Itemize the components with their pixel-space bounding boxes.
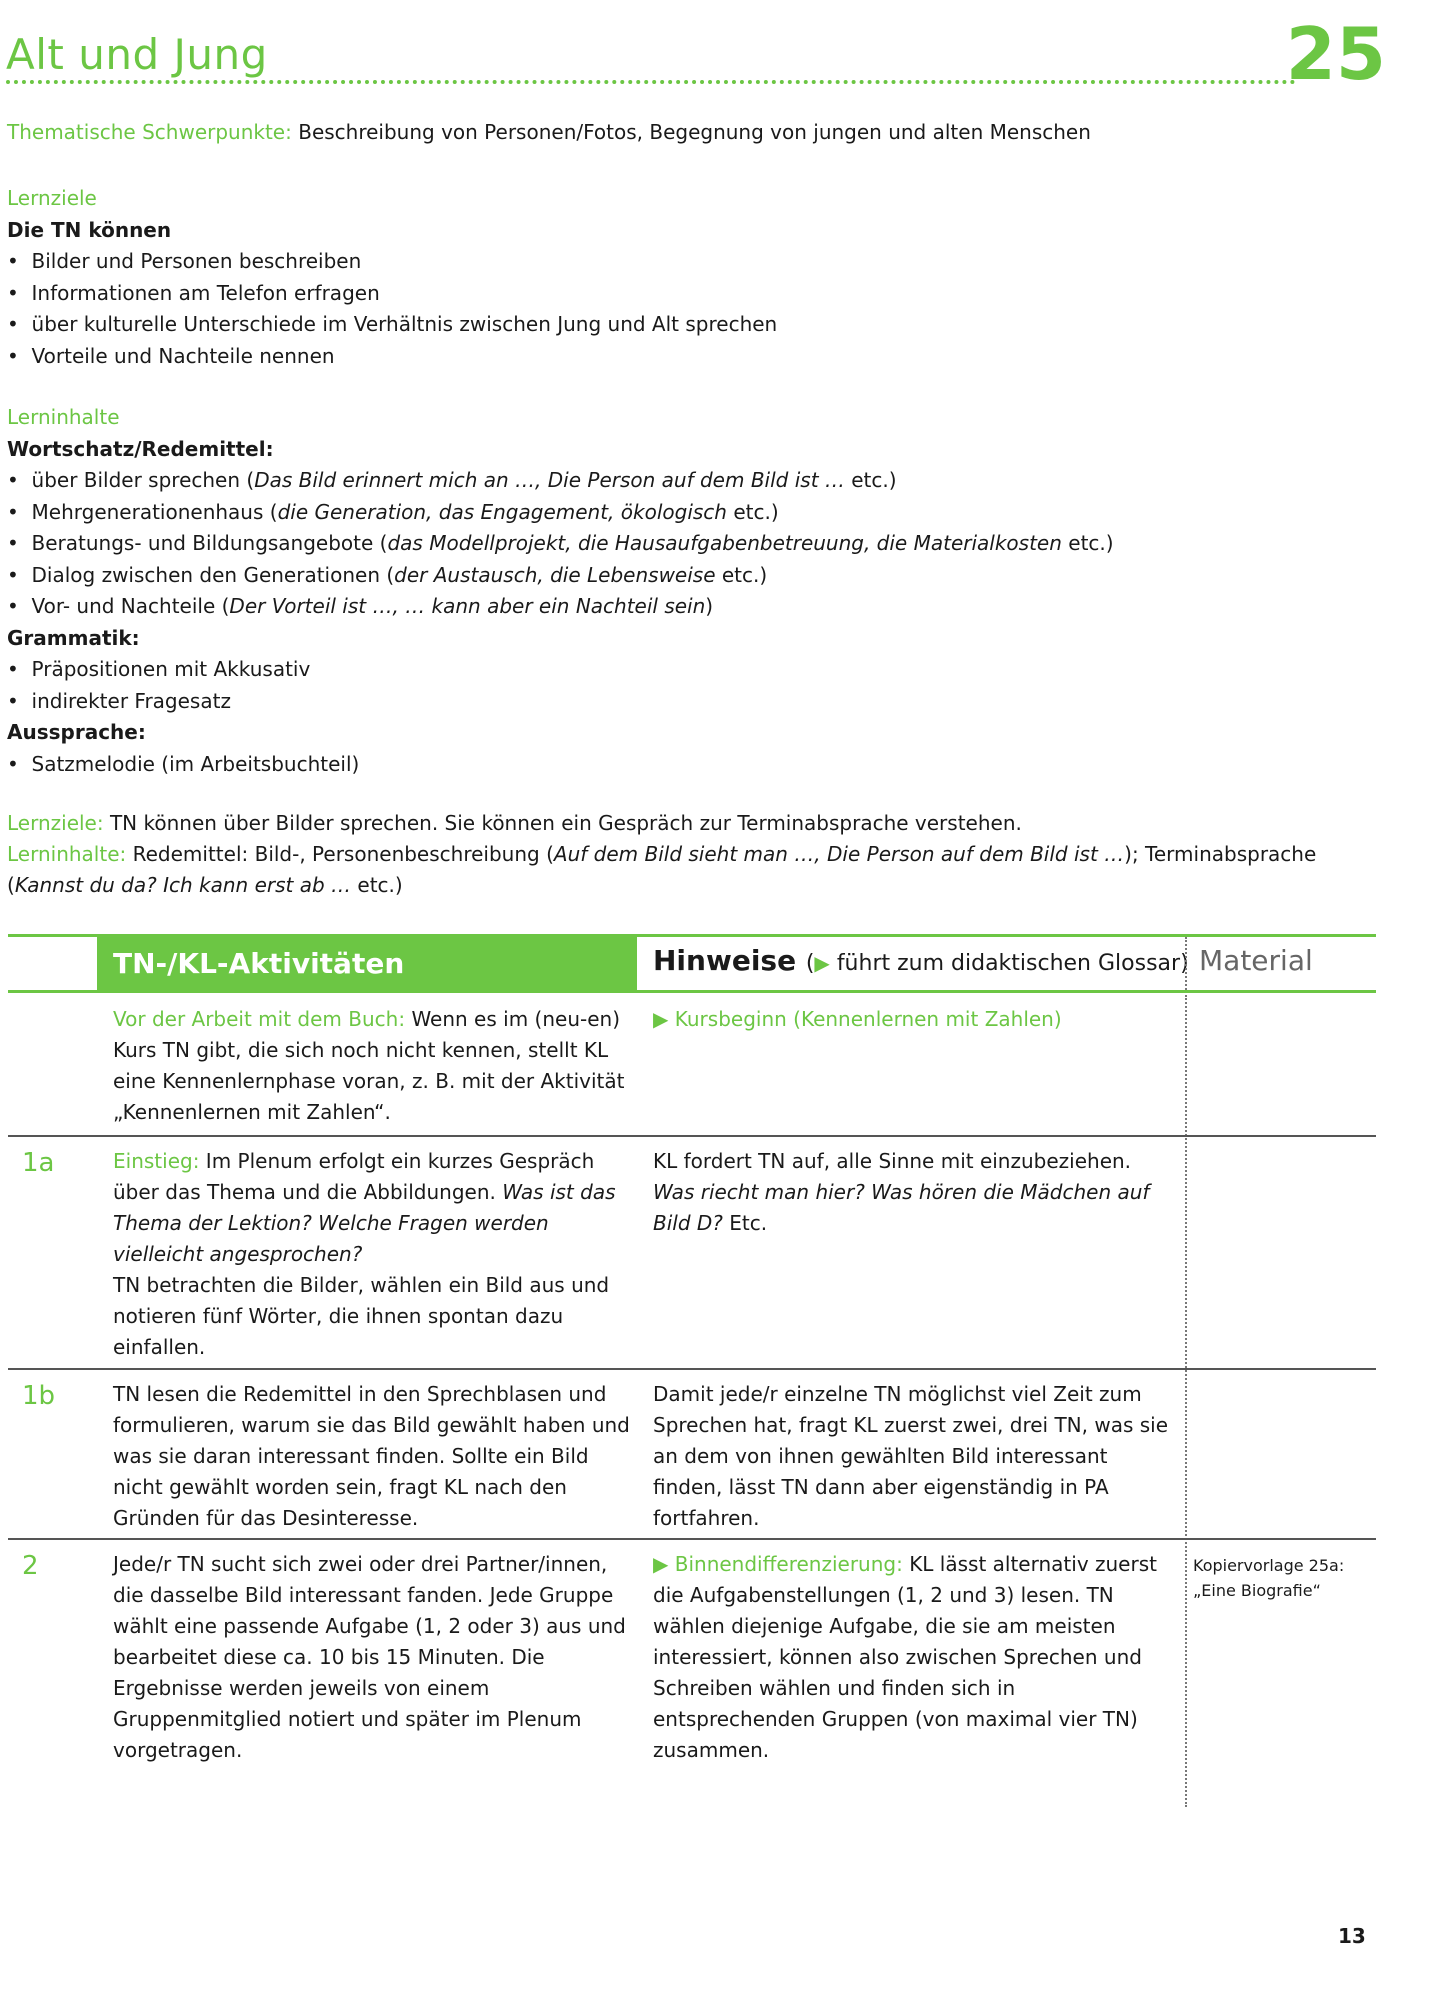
page-number: 13 [1338, 1924, 1366, 1948]
col-header-activities: TN-/KL-Aktivitäten [97, 937, 637, 990]
thematic-label: Thematische Schwerpunkte: [7, 120, 292, 144]
wortschatz-item: • Vor- und Nachteile (Der Vorteil ist …, … kann aber ein Nachteil sein) [7, 591, 1114, 623]
row-divider [8, 1135, 1376, 1137]
column-divider [1185, 995, 1187, 1807]
triangle-icon: ▶ [653, 1007, 669, 1031]
summary-lerninhalte: Lerninhalte: Redemittel: Bild-, Personenbeschreibung (Auf dem Bild sieht man …, Die Person auf dem Bild ist …); Terminabsprache (Kannst du da? Ich kann erst ab … etc.) [7, 842, 1317, 897]
wortschatz-item: • Dialog zwischen den Generationen (der Austausch, die Lebensweise etc.) [7, 560, 1114, 592]
triangle-icon: ▶ [653, 1552, 669, 1576]
summary-lernziele: Lernziele: TN können über Bilder sprechen. Sie können ein Gespräch zur Terminabsprache verstehen. [7, 811, 1022, 835]
lernziele-item: • Informationen am Telefon erfragen [7, 278, 777, 310]
row-divider [8, 1538, 1376, 1540]
lernziele-item: • Vorteile und Nachteile nennen [7, 341, 777, 373]
wortschatz-label: Wortschatz/Redemittel: [7, 436, 274, 461]
aussprache-item: • Satzmelodie (im Arbeitsbuchteil) [7, 749, 1114, 781]
lernziele-intro: Die TN können [7, 217, 172, 242]
row-activity: Vor der Arbeit mit dem Buch: Wenn es im (neu-en) Kurs TN gibt, die sich noch nicht kennen, stellt KL eine Kennenlernphase voran, z. B. mit der Aktivität „Kennenlernen mit Zahlen“. [113, 1007, 625, 1124]
lernziele-item: • über kulturelle Unterschiede im Verhältnis zwischen Jung und Alt sprechen [7, 309, 777, 341]
col-header-material: Material [1199, 944, 1313, 977]
thematic-focus [7, 120, 1091, 144]
col-header-hints: Hinweise (▶ führt zum didaktischen Glossar) [653, 944, 1189, 977]
grammatik-item: • indirekter Fragesatz [7, 686, 1114, 718]
page-title: Alt und Jung [6, 30, 268, 79]
table-header-rule [8, 990, 1376, 993]
wortschatz-item: • Beratungs- und Bildungsangebote (das Modellprojekt, die Hausaufgabenbetreuung, die Materialkosten etc.) [7, 528, 1114, 560]
row-hint: Damit jede/r einzelne TN möglichst viel Zeit zum Sprechen hat, fragt KL zuerst zwei, drei TN, was sie an dem von ihnen gewählten Bild interessant finden, lässt TN dann aber eigenständig in PA fortfahren. [653, 1382, 1169, 1530]
row-activity: TN lesen die Redemittel in den Sprechblasen und formulieren, warum sie das Bild gewählt haben und was sie daran interessant finden. Sollte ein Bild nicht gewählt worden sein, fragt KL nach den Gründen für das Desinteresse. [113, 1382, 630, 1530]
lernziele-heading: Lernziele [7, 186, 97, 210]
row-hint: KL fordert TN auf, alle Sinne mit einzubeziehen. Was riecht man hier? Was hören die Mädchen auf Bild D? Etc. [653, 1149, 1150, 1235]
wortschatz-item: • über Bilder sprechen (Das Bild erinnert mich an …, Die Person auf dem Bild ist … etc.) [7, 465, 1114, 497]
title-row [6, 14, 1386, 94]
lerninhalte-section [7, 402, 1114, 780]
lesson-number: 25 [1285, 12, 1386, 96]
row-number: 1b [22, 1381, 56, 1411]
row-number: 1a [22, 1148, 55, 1178]
row-activity: Jede/r TN sucht sich zwei oder drei Partner/innen, die dasselbe Bild interessant fanden. Jede Gruppe wählt eine passende Aufgabe (1, 2 oder 3) aus und bearbeitet diese ca. 10 bis 15 Minuten. Die Ergebnisse werden jeweils von einem Gruppenmitglied notiert und später im Plenum vorgetragen. [113, 1552, 626, 1762]
row-hint: ▶ Binnendifferenzierung: KL lässt alternativ zuerst die Aufgabenstellungen (1, 2 und 3) lesen. TN wählen diejenige Aufgabe, die sie am meisten interessiert, können also zwischen Sprechen und Schreiben wählen und finden sich in entsprechenden Gruppen (von maximal vier TN) zusammen. [653, 1552, 1157, 1762]
row-number: 2 [22, 1551, 39, 1581]
wortschatz-item: • Mehrgenerationenhaus (die Generation, das Engagement, ökologisch etc.) [7, 497, 1114, 529]
lernziele-section [7, 183, 777, 372]
summary-block [7, 808, 1377, 901]
aussprache-label: Aussprache: [7, 720, 146, 744]
row-hint: ▶ Kursbeginn (Kennenlernen mit Zahlen) [653, 1007, 1062, 1031]
thematic-text: Beschreibung von Personen/Fotos, Begegnung von jungen und alten Menschen [298, 120, 1091, 144]
triangle-icon: ▶ [814, 951, 830, 975]
grammatik-item: • Präpositionen mit Akkusativ [7, 654, 1114, 686]
row-material: Kopiervorlage 25a: „Eine Biografie“ [1193, 1556, 1345, 1600]
lernziele-item: • Bilder und Personen beschreiben [7, 246, 777, 278]
row-divider [8, 1368, 1376, 1370]
grammatik-label: Grammatik: [7, 625, 140, 650]
column-divider [1185, 937, 1187, 990]
row-activity: Einstieg: Im Plenum erfolgt ein kurzes Gespräch über das Thema und die Abbildungen. Was ist das Thema der Lektion? Welche Fragen werden vielleicht angesprochen? TN betrachten die Bilder, wählen ein Bild aus und notieren fünf Wörter, die ihnen spontan dazu einfallen. [113, 1149, 616, 1359]
lerninhalte-heading: Lerninhalte [7, 405, 120, 429]
dotted-rule [6, 80, 1296, 84]
